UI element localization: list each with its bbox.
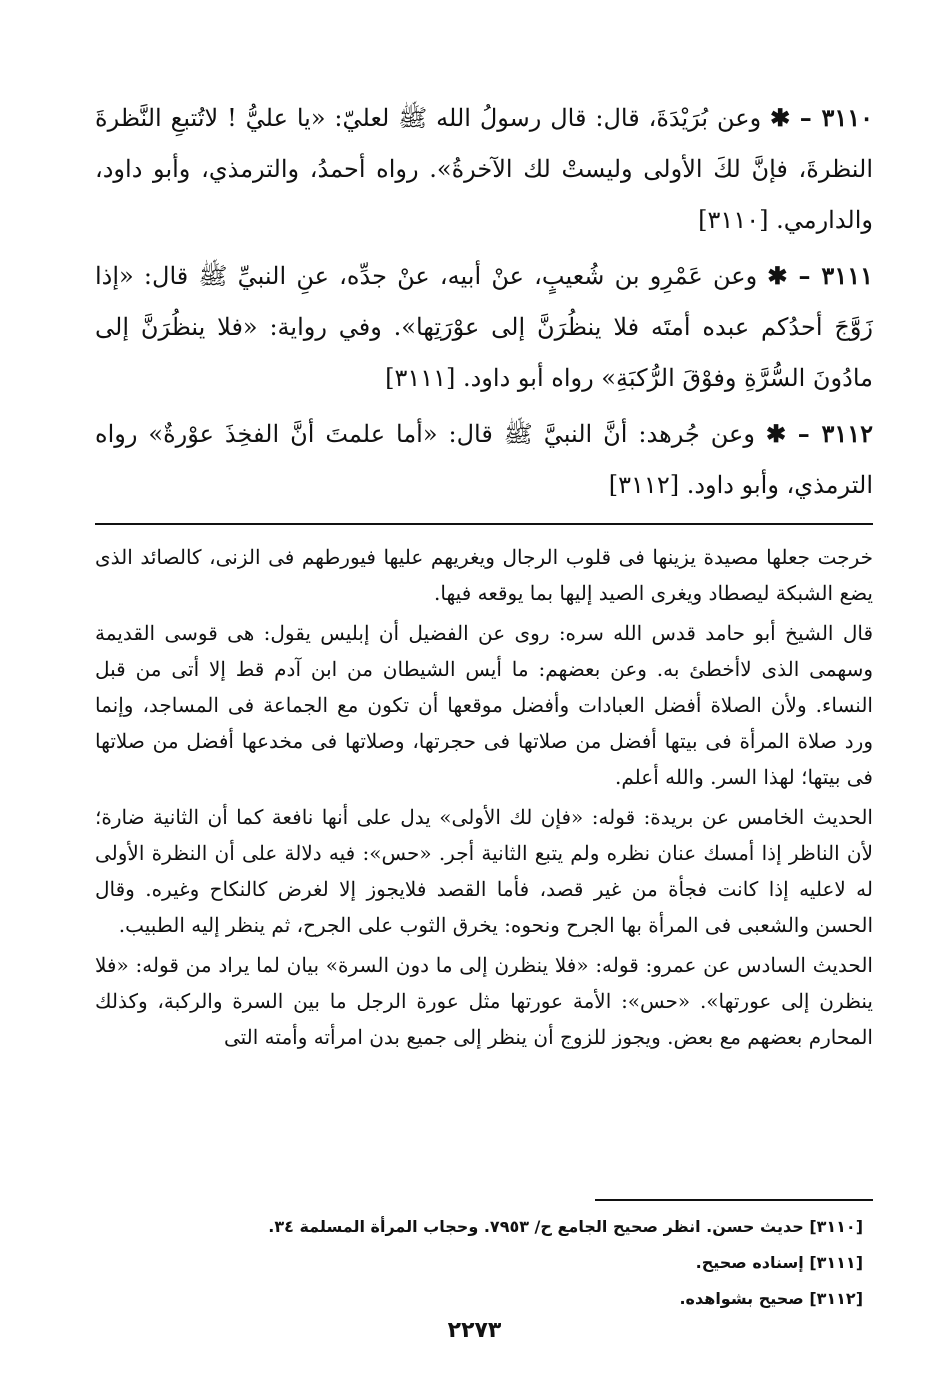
hadith-text: وعن بُرَيْدَةَ، قال: قال رسولُ الله ﷺ لعليّ: «يا عليُّ ! لاتُتبعِ النَّظرةَ النظرةَ، فإنَّ لكَ الأولى وليستْ لك الآخرةُ». رواه أحمدُ، والترمذي، وأبو داود، والدارمي. [٣١١٠]: [95, 104, 873, 234]
hadith-number: ٣١١٢ – ✱: [765, 419, 873, 448]
footnote-3110: [٣١١٠] حديث حسن. انظر صحيح الجامع ح/ ٧٩٥٣. وحجاب المرأة المسلمة ٣٤.: [268, 1217, 863, 1236]
commentary-paragraph: الحديث السادس عن عمرو: قوله: «فلا ينظرن إلى ما دون السرة» بيان لما يراد من قوله: «فلا ينظرن إلى عورتها». «حس»: الأمة عورتها مثل عورة الرجل ما بين السرة والركبة، وكذلك المحارم بعضهم مع بعض. ويجوز للزوج أن ينظر إلى جميع بدن امرأته وأمته التى: [95, 953, 874, 1049]
page-number: ٢٢٧٣: [447, 1318, 502, 1343]
commentary-paragraph: خرجت جعلها مصيدة يزينها فى قلوب الرجال ويغريهم عليها فيورطهم فى الزنى، كالصائد الذى يضع الشبكة ليصطاد ويغرى الصيد إليها بما يوقعه فيها.: [95, 545, 873, 605]
hadith-3112: [95, 408, 873, 511]
footnote-divider: [595, 1199, 873, 1201]
footnotes: [163, 1209, 863, 1317]
section-divider: [95, 523, 873, 525]
hadith-number: ٣١١١ – ✱: [767, 261, 873, 290]
hadith-3111: [95, 250, 873, 404]
page-body: [95, 92, 873, 1059]
commentary-paragraph: قال الشيخ أبو حامد قدس الله سره: روى عن الفضيل أن إبليس يقول: هى قوسى القديمة وسهمى الذى لاأخطئ به. وعن بعضهم: ما أيس الشيطان من ابن آدم قط إلا أتى من قبل النساء. ولأن الصلاة أفضل العبادات وأفضل موقعها أن تكون مع الجماعة فى المساجد، وإنما ورد صلاة المرأة فى بيتها أفضل من صلاتها فى حجرتها، وصلاتها فى مخدعها أفضل من صلاتها فى بيتها؛ لهذا السر. والله أعلم.: [95, 621, 873, 789]
hadith-3110: [95, 92, 873, 246]
hadith-number: ٣١١٠ – ✱: [770, 103, 873, 132]
footnote-3112: [٣١١٢] صحيح بشواهده.: [679, 1289, 863, 1308]
hadith-text: وعن جُرهد: أنَّ النبيَّ ﷺ قال: «أما علمتَ أنَّ الفخِذَ عوْرةٌ» رواه الترمذي، وأبو داود. [٣١١٢]: [95, 420, 873, 499]
commentary-paragraph: الحديث الخامس عن بريدة: قوله: «فإن لك الأولى» يدل على أنها نافعة كما أن الثانية ضارة؛ لأن الناظر إذا أمسك عنان نظره ولم يتبع الثانية أجر. «حس»: فيه دلالة على أن النظرة الأولى له لاعليه إذا كانت فجأة من غير قصد، فأما القصد فلايجوز إلا لغرض كالنكاح وغيره. وقال الحسن والشعبى فى المرأة بها الجرح ونحوه: يخرق الثوب على الجرح، ثم ينظر إليه الطبيب.: [95, 805, 873, 937]
hadith-text: وعن عَمْرِو بن شُعيبٍ، عنْ أبيه، عنْ جدِّه، عنِ النبيِّ ﷺ قال: «إذا زَوَّجَ أحدُكم عبده أمتَه فلا ينظُرَنَّ إلى عوْرَتِها». وفي رواية: «فلا ينظُرَنَّ إلى مادُونَ السُّرَّةِ وفوْقَ الرُّكبَةِ» رواه أبو داود. [٣١١١]: [95, 262, 873, 392]
footnote-3111: [٣١١١] إسناده صحيح.: [695, 1253, 863, 1272]
